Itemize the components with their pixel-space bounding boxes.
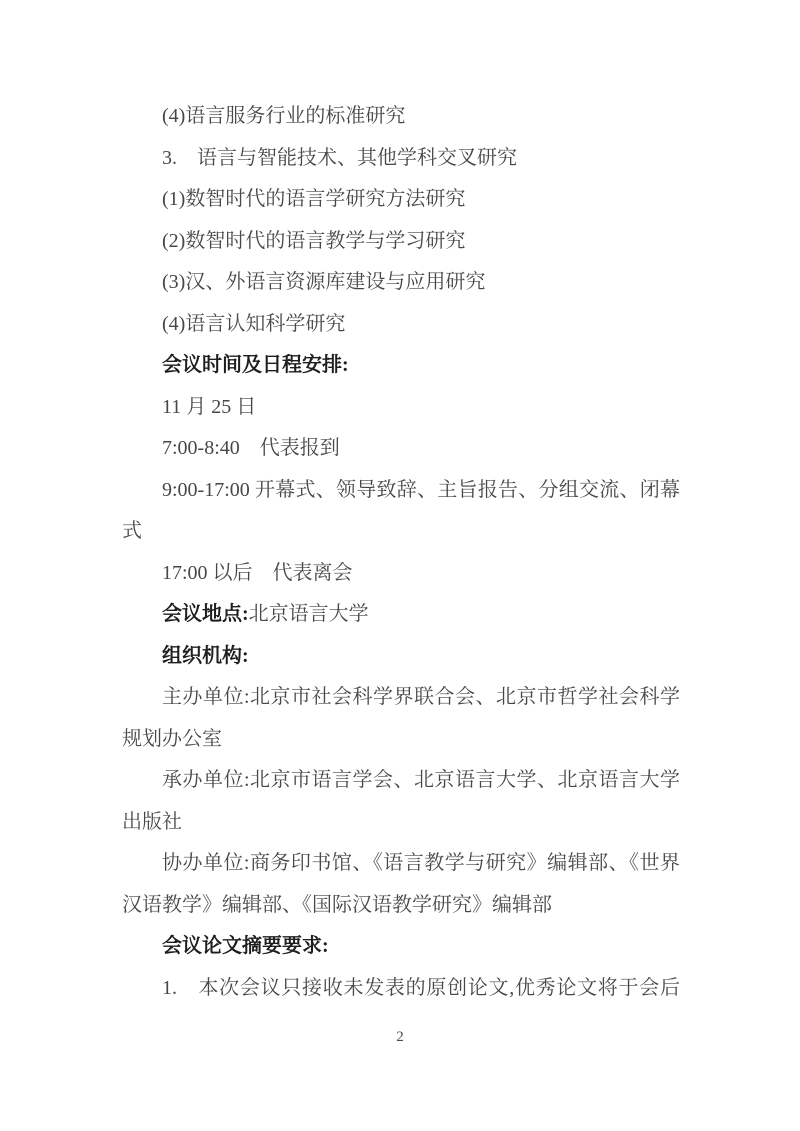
line-topic-3-2: (2)数智时代的语言教学与学习研究 [162, 229, 466, 252]
line-schedule-registration: 7:00-8:40 代表报到 [162, 437, 340, 459]
line-host-unit-1: 主办单位:北京市社会科学界联合会、北京市哲学社会科学 [162, 686, 680, 708]
line-coorganizer-unit-2: 汉语教学》编辑部、《国际汉语教学研究》编辑部 [122, 893, 552, 916]
line-topic-3-3: (3)汉、外语言资源库建设与应用研究 [162, 271, 486, 293]
line-topic-3-1: (1)数智时代的语言学研究方法研究 [162, 188, 466, 210]
heading-organization: 组织机构: [162, 644, 249, 667]
page-number: 2 [396, 1029, 404, 1045]
heading-schedule: 会议时间及日程安排: [162, 354, 349, 376]
line-section-3-title: 3. 语言与智能技术、其他学科交叉研究 [162, 146, 517, 169]
line-topic-2-4: (4)语言服务行业的标准研究 [162, 105, 406, 127]
line-organizer-unit-1: 承办单位:北京市语言学会、北京语言大学、北京语言大学 [162, 769, 680, 791]
line-host-unit-2: 规划办公室 [122, 727, 222, 750]
venue-value: 北京语言大学 [248, 603, 369, 625]
line-schedule-departure: 17:00 以后 代表离会 [162, 561, 353, 584]
heading-abstract-requirements: 会议论文摘要要求: [162, 935, 329, 957]
venue-label: 会议地点: [162, 603, 249, 625]
document-content [122, 96, 680, 1009]
line-coorganizer-unit-1: 协办单位:商务印书馆、《语言教学与研究》编辑部、《世界 [162, 852, 680, 874]
line-schedule-main-2: 式 [122, 520, 142, 542]
line-topic-3-4: (4)语言认知科学研究 [162, 312, 346, 335]
line-organizer-unit-2: 出版社 [122, 810, 182, 833]
line-venue [122, 594, 680, 636]
line-schedule-date: 11 月 25 日 [162, 395, 257, 418]
line-requirement-1: 1. 本次会议只接收未发表的原创论文,优秀论文将于会后 [162, 976, 680, 999]
line-schedule-main-1: 9:00-17:00 开幕式、领导致辞、主旨报告、分组交流、闭幕 [162, 478, 680, 501]
